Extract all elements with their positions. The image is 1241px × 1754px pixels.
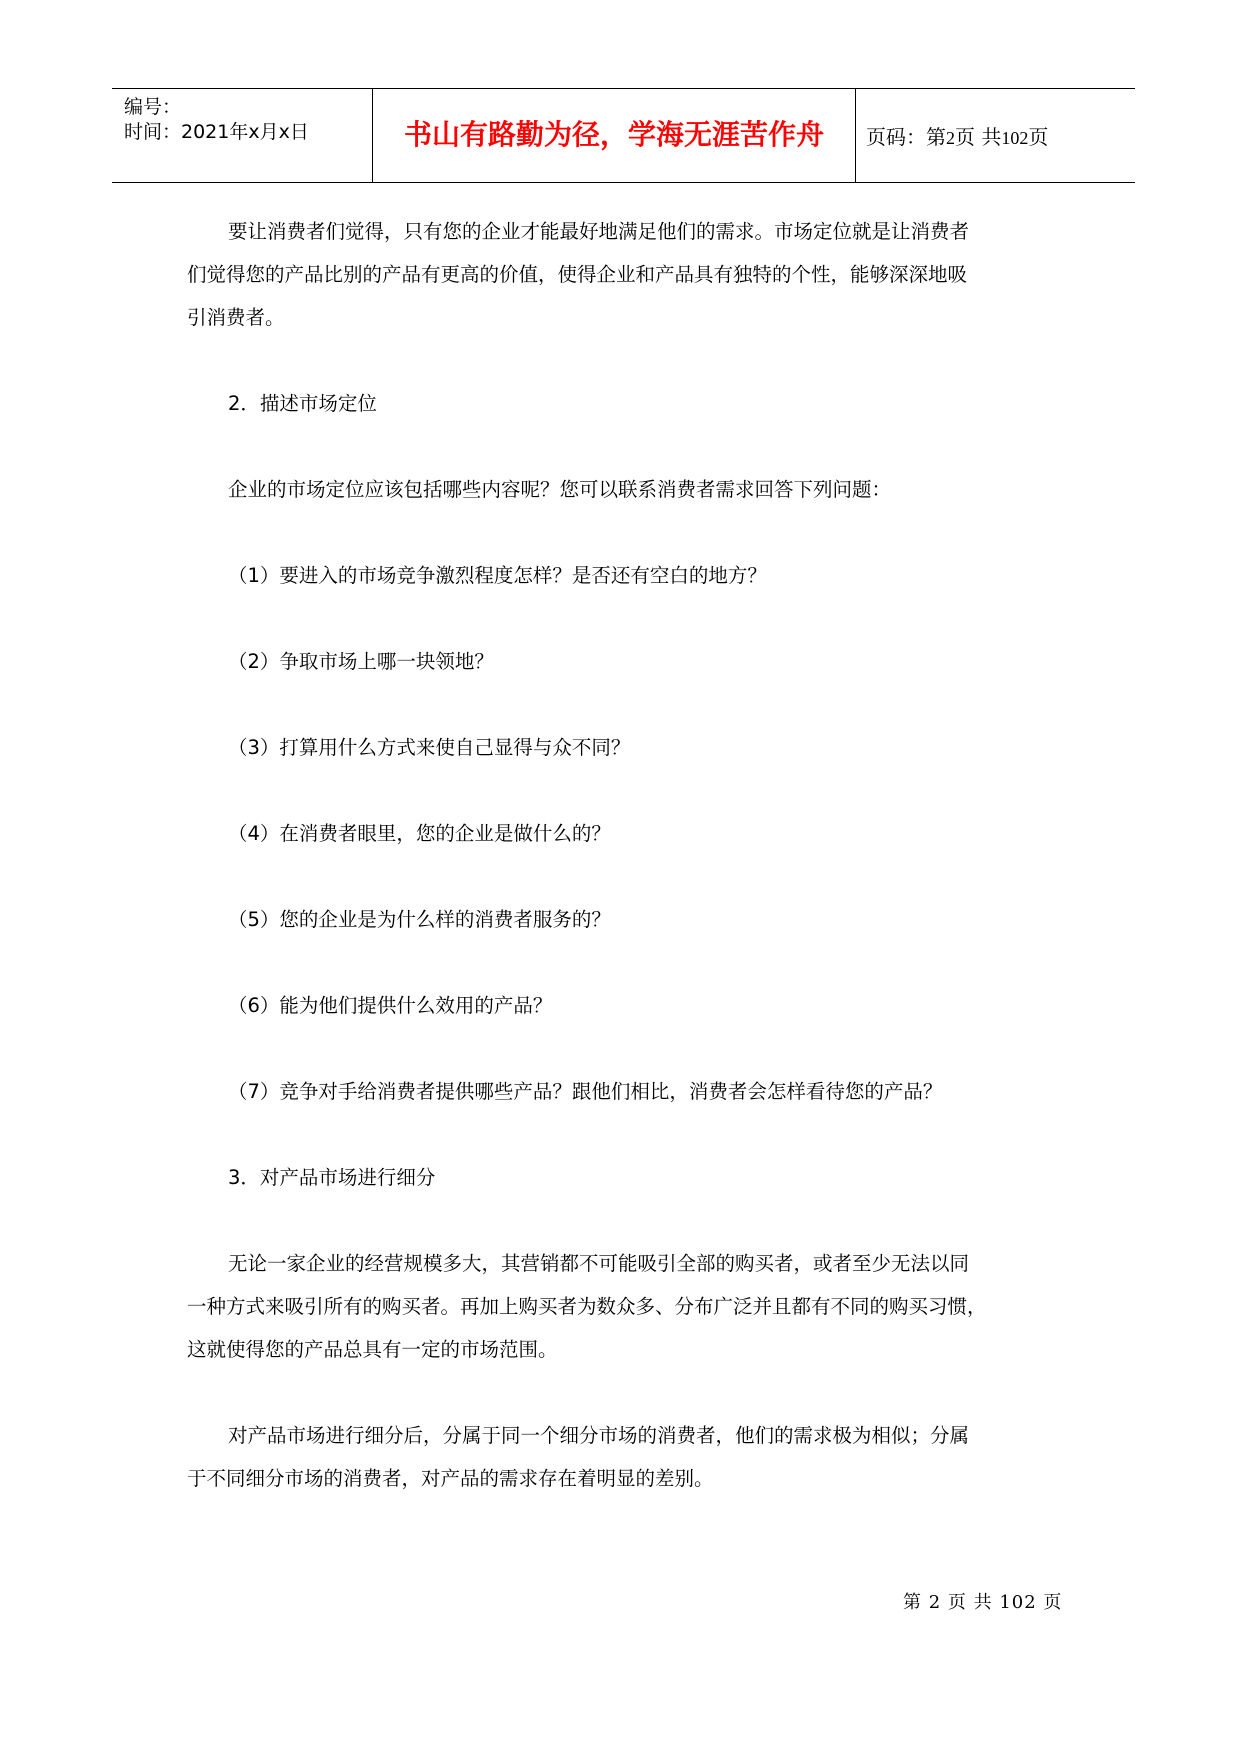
question-item: （5）您的企业是为什么样的消费者服务的？ — [228, 908, 611, 931]
header-page-cell — [856, 89, 1135, 182]
section-heading: 3．对产品市场进行细分 — [228, 1166, 436, 1189]
header-motto-cell — [372, 89, 856, 182]
document-date-label: 时间：2021年x月x日 — [124, 121, 309, 143]
page-prefix: 页码：第 — [866, 125, 946, 149]
question-item: （6）能为他们提供什么效用的产品？ — [228, 994, 553, 1017]
header-motto: 书山有路勤为径，学海无涯苦作舟 — [403, 118, 824, 151]
question-item: （3）打算用什么方式来使自己显得与众不同？ — [228, 736, 631, 759]
paragraph-line: 对产品市场进行细分后，分属于同一个细分市场的消费者，他们的需求极为相似；分属 — [228, 1424, 970, 1447]
page-current: 2 — [946, 128, 955, 148]
page-footer: 第 2 页 共 102 页 — [903, 1592, 1063, 1613]
page-header — [112, 88, 1135, 183]
paragraph-line: 于不同细分市场的消费者，对产品的需求存在着明显的差别。 — [187, 1467, 714, 1490]
page-mid: 页 共 — [955, 125, 1002, 149]
page-suffix: 页 — [1028, 125, 1049, 149]
paragraph-line: 们觉得您的产品比别的产品有更高的价值，使得企业和产品具有独特的个性，能够深深地吸 — [187, 263, 968, 286]
question-item: （4）在消费者眼里，您的企业是做什么的？ — [228, 822, 611, 845]
header-meta-cell — [112, 89, 372, 182]
paragraph-line: 无论一家企业的经营规模多大，其营销都不可能吸引全部的购买者，或者至少无法以同 — [228, 1252, 970, 1275]
header-page-info — [866, 123, 1048, 152]
question-item: （7）竞争对手给消费者提供哪些产品？跟他们相比，消费者会怎样看待您的产品？ — [228, 1080, 943, 1103]
document-body — [187, 210, 1083, 1500]
paragraph-line: 要让消费者们觉得，只有您的企业才能最好地满足他们的需求。市场定位就是让消费者 — [228, 220, 970, 243]
question-item: （1）要进入的市场竞争激烈程度怎样？是否还有空白的地方？ — [228, 564, 767, 587]
paragraph-line: 引消费者。 — [187, 306, 285, 329]
page-total: 102 — [1001, 128, 1029, 148]
section-heading: 2．描述市场定位 — [228, 392, 377, 415]
document-number-label: 编号： — [124, 96, 182, 118]
paragraph-line: 企业的市场定位应该包括哪些内容呢？您可以联系消费者需求回答下列问题： — [228, 478, 892, 501]
paragraph-line: 这就使得您的产品总具有一定的市场范围。 — [187, 1338, 558, 1361]
question-item: （2）争取市场上哪一块领地？ — [228, 650, 494, 673]
paragraph-line: 一种方式来吸引所有的购买者。再加上购买者为数众多、分布广泛并且都有不同的购买习惯， — [187, 1295, 987, 1318]
